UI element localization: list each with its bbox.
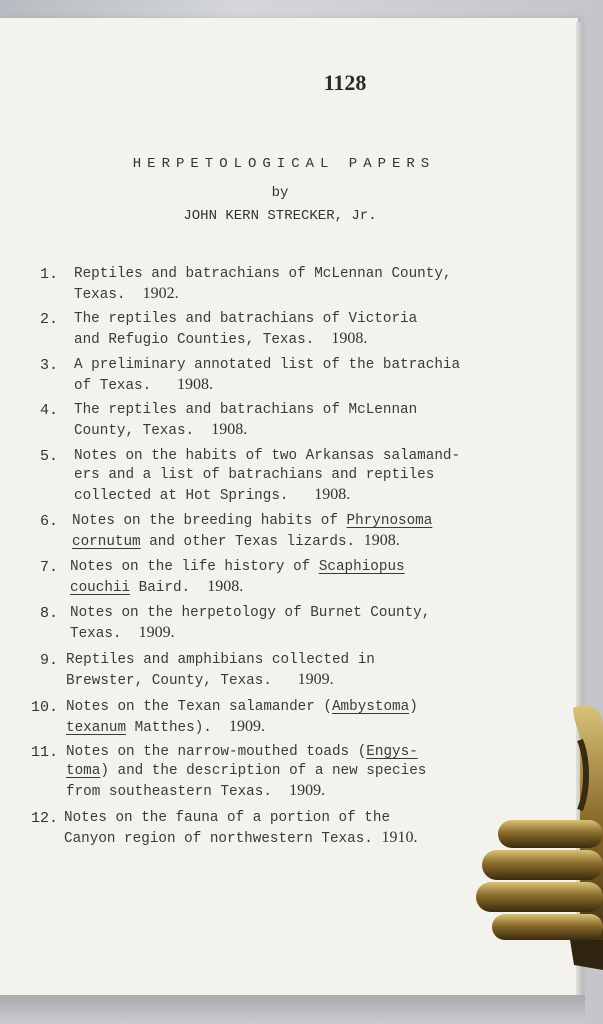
item-number: 11. (30, 744, 58, 761)
item-line (70, 558, 540, 577)
page-number: 1128 (323, 70, 367, 95)
item-number: 5. (39, 448, 58, 465)
item-text-part: from southeastern Texas. (66, 784, 272, 800)
item-line (74, 329, 544, 350)
item-text-part: Texas. (70, 626, 122, 642)
item-text-part: Notes on the breeding habits of (72, 513, 347, 529)
item-text-part: Canyon region of northwestern Texas. (64, 831, 373, 847)
item-year: 1909. (138, 624, 175, 641)
species-name: couchii (70, 580, 131, 596)
item-text (74, 310, 544, 350)
item-line (66, 762, 536, 781)
species-name: cornutum (72, 534, 141, 550)
item-number: 3. (39, 357, 58, 374)
item-line (74, 375, 544, 396)
item-text-part: Baird. (130, 580, 191, 596)
item-year: 1902. (142, 285, 179, 302)
item-line: Notes on the fauna of a portion of the (64, 810, 391, 826)
item-number: 8. (39, 605, 58, 622)
item-text (74, 356, 544, 396)
item-text-part: Notes on the narrow-mouthed toads ( (66, 744, 367, 760)
species-name: Ambystoma (331, 699, 410, 715)
item-text-part: Notes on the life history of (70, 559, 319, 575)
item-year: 1910. (381, 829, 418, 846)
item-line (70, 623, 540, 644)
item-text (66, 743, 536, 802)
item-text-part: and Refugio Counties, Texas. (74, 332, 315, 348)
species-name: Phrynosoma (346, 513, 433, 529)
item-line (66, 717, 536, 738)
item-line (66, 781, 536, 802)
item-text (66, 698, 536, 738)
item-text (72, 512, 542, 552)
item-text (74, 265, 544, 305)
item-text-part: and other Texas lizards. (140, 534, 356, 550)
item-line: The reptiles and batrachians of McLennan (74, 402, 418, 418)
item-line: Reptiles and batrachians of McLennan County, (74, 266, 452, 282)
item-line (72, 531, 542, 552)
item-number: 9. (39, 652, 58, 669)
page-title: HERPETOLOGICAL PAPERS (132, 156, 436, 172)
item-line: The reptiles and batrachians of Victoria (74, 311, 418, 327)
item-line: A preliminary annotated list of the batrachia (74, 357, 461, 373)
item-line (66, 670, 536, 691)
item-text-part: Matthes). (126, 720, 212, 736)
book-stand-image (470, 700, 603, 1000)
item-line: Notes on the herpetology of Burnet County, (70, 605, 431, 621)
item-line: Notes on the habits of two Arkansas salamand- (74, 448, 461, 464)
species-name: texanum (66, 720, 127, 736)
item-line (70, 577, 540, 598)
item-line (64, 828, 534, 849)
item-year: 1908. (363, 532, 400, 549)
item-year: 1909. (289, 782, 326, 799)
byline-by: by (271, 185, 289, 201)
item-number: 12. (30, 810, 58, 827)
item-text-part: Notes on the Texan salamander ( (66, 699, 332, 715)
item-year: 1908. (211, 421, 248, 438)
item-text (66, 651, 536, 691)
item-text-part: of Texas. (74, 378, 152, 394)
item-line: Notes on the Texan salamander (Ambystoma) (66, 699, 418, 715)
item-year: 1908. (176, 376, 213, 393)
species-name: toma (66, 763, 101, 779)
item-line (66, 743, 536, 762)
author-name: JOHN KERN STRECKER, Jr. (183, 208, 377, 224)
item-text-part: collected at Hot Springs. (74, 488, 289, 504)
species-name: Engys- (366, 744, 418, 760)
item-line: Reptiles and amphibians collected in (66, 652, 375, 668)
item-text (70, 604, 540, 644)
item-year: 1909. (229, 718, 266, 735)
item-year: 1908. (314, 486, 351, 503)
item-number: 7. (39, 559, 58, 576)
item-line: ers and a list of batrachians and reptiles (74, 467, 435, 483)
item-line (74, 284, 544, 305)
item-number: 4. (39, 402, 58, 419)
item-year: 1908. (207, 578, 244, 595)
item-line (72, 512, 542, 531)
item-text (70, 558, 540, 598)
item-year: 1908. (331, 330, 368, 347)
item-text (74, 401, 544, 441)
item-text (64, 809, 534, 849)
item-text-part: Texas. (74, 287, 126, 303)
item-text (74, 447, 544, 506)
item-line (74, 420, 544, 441)
item-line (74, 485, 544, 506)
item-text-part: County, Texas. (74, 423, 195, 439)
species-name: Scaphiopus (318, 559, 405, 575)
item-text-part: ) and the description of a new species (100, 763, 427, 779)
item-number: 1. (39, 266, 58, 283)
item-text-part: Brewster, County, Texas. (66, 673, 272, 689)
item-year: 1909. (297, 671, 334, 688)
item-number: 2. (39, 311, 58, 328)
item-number: 6. (39, 513, 58, 530)
item-number: 10. (30, 699, 58, 716)
